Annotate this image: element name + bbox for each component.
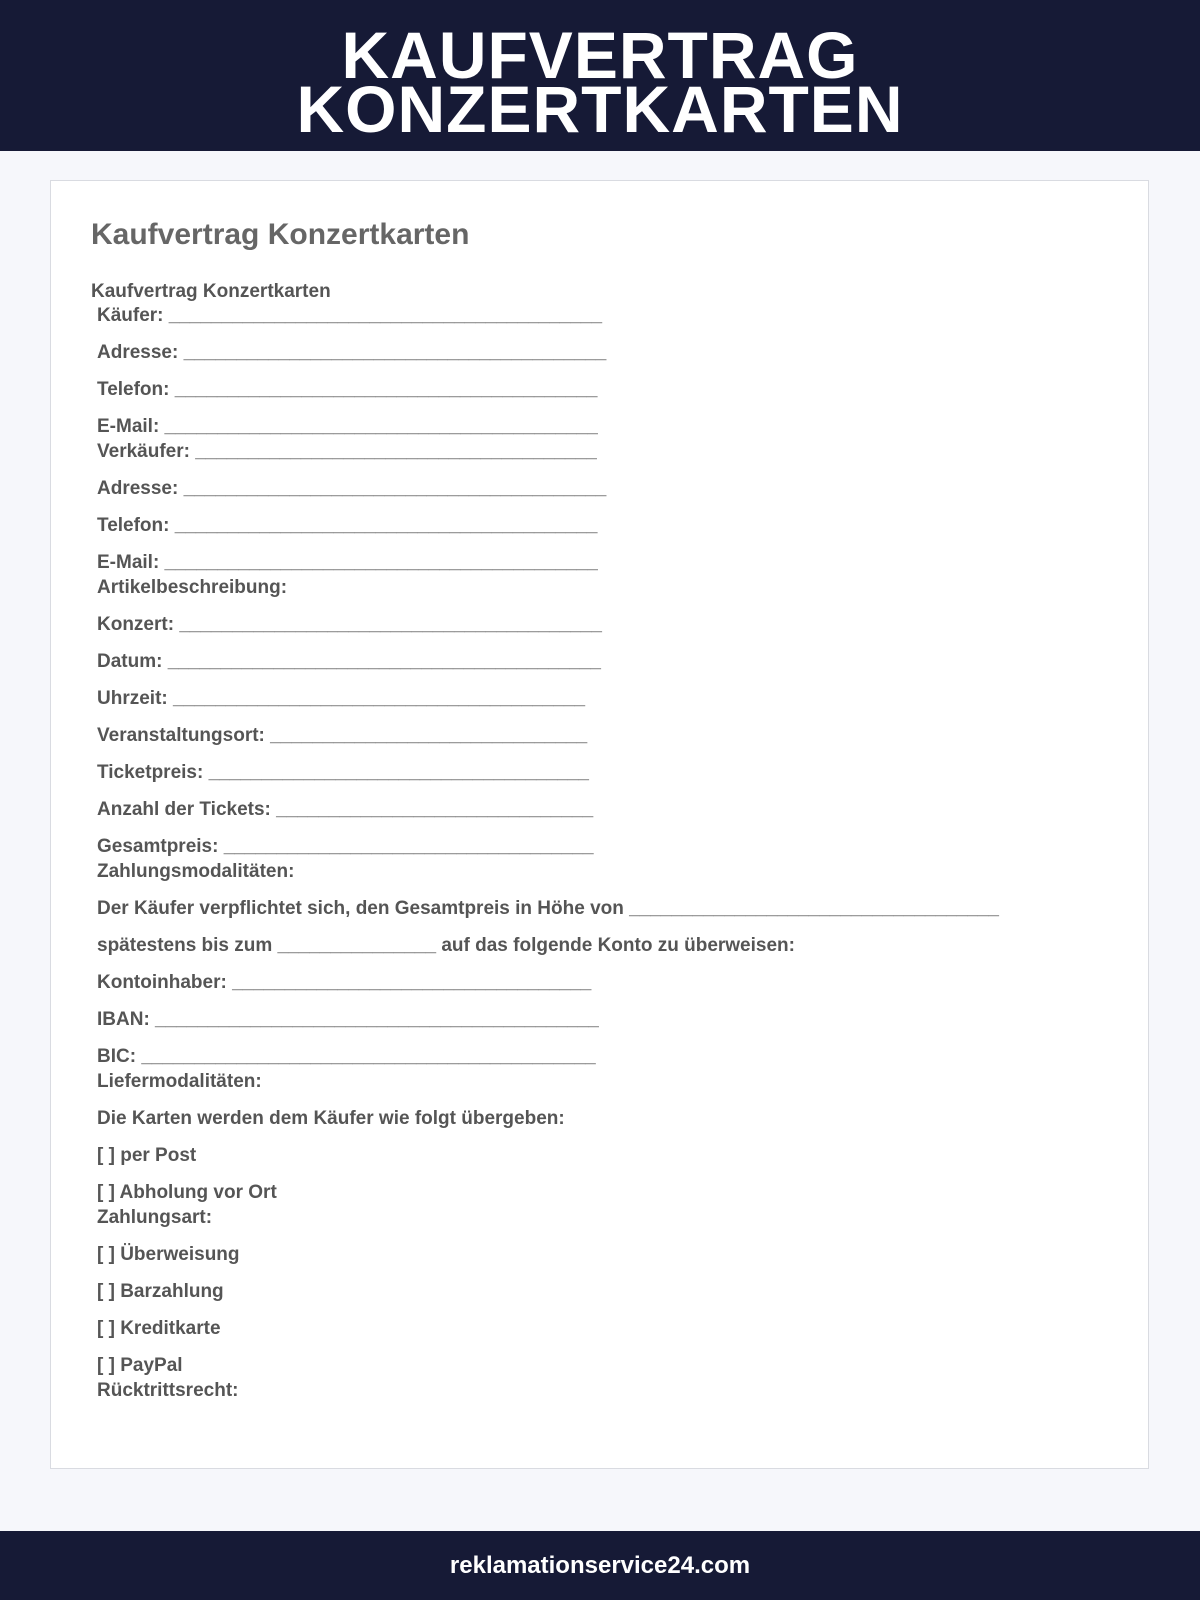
field-verkaeufer: Verkäufer: ______________________________________ <box>97 441 597 462</box>
field-konzert: Konzert: ________________________________________ <box>97 614 603 635</box>
section-artikelbeschreibung: Artikelbeschreibung: <box>97 577 288 598</box>
field-kaeufer-telefon: Telefon: ________________________________________ <box>97 379 598 400</box>
footer <box>0 1531 1200 1600</box>
section-zahlungsmodalitaeten: Zahlungsmodalitäten: <box>97 861 295 882</box>
field-kaeufer: Käufer: _________________________________________ <box>97 305 603 326</box>
text-zahlungsfrist: spätestens bis zum _______________ auf das folgende Konto zu überweisen: <box>97 935 795 956</box>
text-uebergabe: Die Karten werden dem Käufer wie folgt übergeben: <box>97 1108 565 1129</box>
field-uhrzeit: Uhrzeit: _______________________________________ <box>97 688 586 709</box>
footer-site: reklamationservice24.com <box>449 1552 751 1579</box>
banner-title-line-1: KAUFVERTRAG <box>341 18 859 92</box>
title-banner <box>0 0 1200 151</box>
option-per-post: [ ] per Post <box>97 1145 197 1166</box>
section-zahlungsart: Zahlungsart: <box>97 1207 213 1228</box>
field-gesamtpreis: Gesamtpreis: ___________________________________ <box>97 836 594 857</box>
field-iban: IBAN: __________________________________________ <box>97 1009 599 1030</box>
field-verkaeufer-telefon: Telefon: ________________________________________ <box>97 515 598 536</box>
text-zahlungsverpflichtung: Der Käufer verpflichtet sich, den Gesamtpreis in Höhe von ___________________________________ <box>97 898 999 919</box>
document-heading: Kaufvertrag Konzertkarten <box>91 218 470 251</box>
field-bic: BIC: ___________________________________________ <box>97 1046 596 1067</box>
field-kaeufer-adresse: Adresse: ________________________________________ <box>97 342 607 363</box>
field-datum: Datum: _________________________________________ <box>97 651 601 672</box>
banner-title-line-2: KONZERTKARTEN <box>296 72 904 146</box>
field-ticketpreis: Ticketpreis: ____________________________________ <box>97 762 589 783</box>
section-liefermodalitaeten: Liefermodalitäten: <box>97 1071 262 1092</box>
field-verkaeufer-adresse: Adresse: ________________________________________ <box>97 478 607 499</box>
field-verkaeufer-email: E-Mail: _________________________________________ <box>97 552 598 573</box>
option-barzahlung: [ ] Barzahlung <box>97 1281 224 1302</box>
option-abholung: [ ] Abholung vor Ort <box>97 1182 277 1203</box>
field-kaeufer-email: E-Mail: _________________________________________ <box>97 416 598 437</box>
field-veranstaltungsort: Veranstaltungsort: ______________________________ <box>97 725 588 746</box>
option-kreditkarte: [ ] Kreditkarte <box>97 1318 221 1339</box>
option-paypal: [ ] PayPal <box>97 1355 183 1376</box>
field-kontoinhaber: Kontoinhaber: __________________________________ <box>97 972 592 993</box>
section-ruecktrittsrecht: Rücktrittsrecht: <box>97 1380 239 1401</box>
document-subheading: Kaufvertrag Konzertkarten <box>91 281 331 302</box>
document-card <box>50 180 1149 1469</box>
option-ueberweisung: [ ] Überweisung <box>97 1244 240 1265</box>
field-anzahl-tickets: Anzahl der Tickets: ______________________________ <box>97 799 594 820</box>
